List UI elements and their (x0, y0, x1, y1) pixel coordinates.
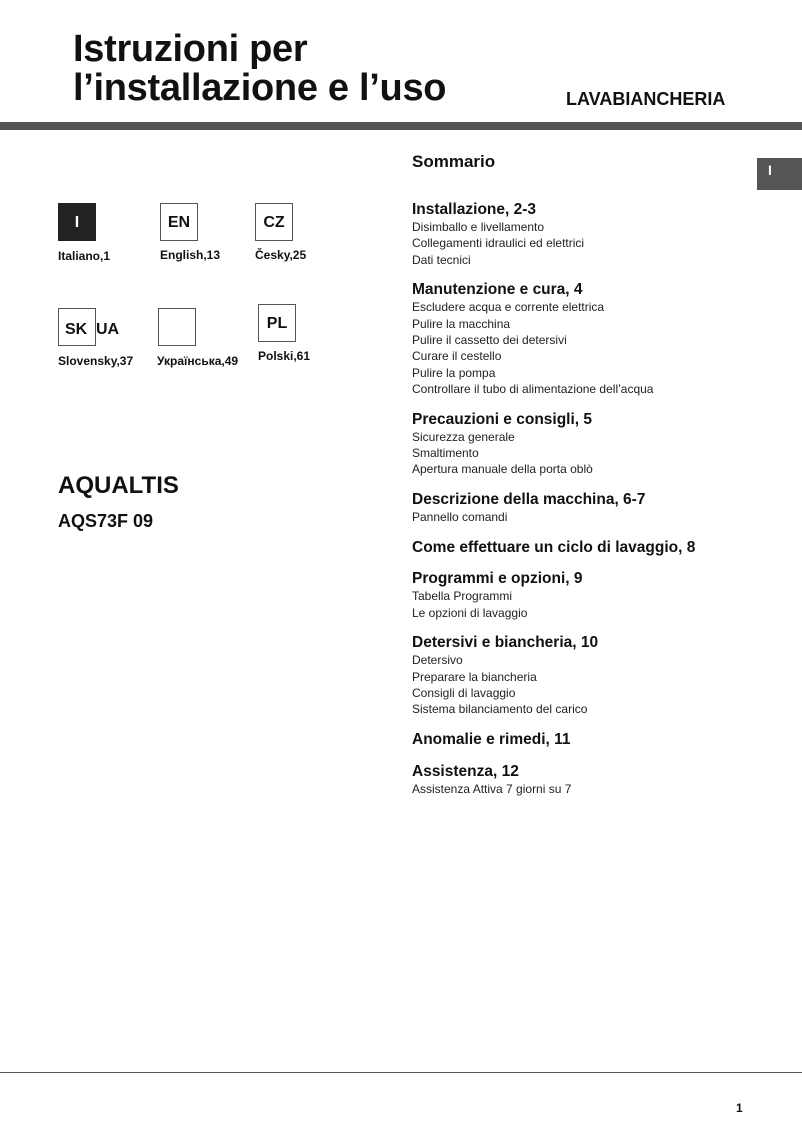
product-category: LAVABIANCHERIA (566, 89, 726, 109)
toc-item[interactable]: Le opzioni di lavaggio (412, 605, 528, 620)
toc-heading[interactable]: Descrizione della macchina, 6-7 (412, 491, 646, 509)
toc-heading[interactable]: Installazione, 2-3 (412, 201, 537, 218)
toc-item[interactable]: Controllare il tubo di alimentazione dell’acqua (412, 381, 654, 396)
toc-section (412, 281, 772, 397)
page-number: 1 (736, 1101, 743, 1115)
language-box-ua[interactable] (158, 308, 196, 346)
language-code-ua: UA (96, 321, 120, 338)
language-box-it[interactable]: I (58, 203, 96, 241)
page-title (73, 30, 446, 108)
toc-section (412, 634, 772, 717)
toc-groups (412, 201, 772, 797)
toc-item[interactable]: Sistema bilanciamento del carico (412, 702, 588, 717)
toc-item[interactable]: Disimballo e livellamento (412, 220, 545, 234)
toc-item[interactable]: Pulire il cassetto dei detersivi (412, 332, 567, 347)
toc-item[interactable]: Apertura manuale della porta oblò (412, 462, 593, 477)
toc-heading[interactable]: Precauzioni e consigli, 5 (412, 410, 593, 428)
product-brand: AQUALTIS (58, 472, 179, 499)
language-label-en[interactable]: English,13 (160, 248, 221, 262)
language-label-sk[interactable]: Slovensky,37 (58, 354, 134, 368)
toc-section (412, 570, 772, 621)
language-box-pl[interactable]: PL (258, 304, 296, 342)
toc-heading[interactable]: Assistenza, 12 (412, 762, 519, 780)
toc-section (412, 731, 772, 749)
toc-item[interactable]: Dati tecnici (412, 252, 471, 267)
product-model: AQS73F 09 (58, 511, 154, 531)
language-label-it[interactable]: Italiano,1 (58, 249, 111, 263)
language-box-cz[interactable]: CZ (255, 203, 293, 241)
title-line-1: Istruzioni per (73, 28, 308, 70)
toc-heading[interactable]: Manutenzione e cura, 4 (412, 281, 583, 299)
title-line-2: l’installazione e l’uso (73, 67, 447, 109)
language-label-pl[interactable]: Polski,61 (258, 349, 311, 363)
table-of-contents (412, 151, 772, 810)
toc-item[interactable]: Sicurezza generale (412, 429, 515, 444)
header-divider (0, 122, 802, 130)
toc-item[interactable]: Consigli di lavaggio (412, 686, 516, 701)
toc-section (412, 201, 772, 268)
footer-divider (0, 1072, 802, 1073)
toc-item[interactable]: Detersivo (412, 653, 463, 668)
toc-item[interactable]: Pulire la pompa (412, 365, 496, 380)
toc-item[interactable]: Collegamenti idraulici ed elettrici (412, 236, 585, 251)
toc-heading[interactable]: Anomalie e rimedi, 11 (412, 731, 571, 749)
toc-section (412, 491, 772, 525)
toc-heading[interactable]: Come effettuare un ciclo di lavaggio, 8 (412, 538, 696, 556)
toc-section (412, 539, 772, 557)
toc-section (412, 763, 772, 797)
language-label-cz[interactable]: Česky,25 (255, 248, 307, 262)
toc-item[interactable]: Smaltimento (412, 445, 479, 460)
language-label-ua[interactable]: Українська,49 (157, 354, 239, 368)
toc-item[interactable]: Curare il cestello (412, 349, 502, 364)
toc-section (412, 411, 772, 478)
toc-heading[interactable]: Detersivi e biancheria, 10 (412, 634, 599, 652)
toc-item[interactable]: Preparare la biancheria (412, 669, 537, 684)
toc-item[interactable]: Escludere acqua e corrente elettrica (412, 300, 605, 315)
toc-item[interactable]: Assistenza Attiva 7 giorni su 7 (412, 781, 572, 796)
toc-item[interactable]: Pulire la macchina (412, 316, 511, 331)
language-box-sk[interactable]: SK (58, 308, 96, 346)
language-tab: I (757, 158, 802, 190)
toc-item[interactable]: Tabella Programmi (412, 589, 513, 604)
toc-title: Sommario (412, 152, 496, 171)
toc-heading[interactable]: Programmi e opzioni, 9 (412, 570, 583, 588)
toc-item[interactable]: Pannello comandi (412, 510, 508, 525)
language-box-en[interactable]: EN (160, 203, 198, 241)
